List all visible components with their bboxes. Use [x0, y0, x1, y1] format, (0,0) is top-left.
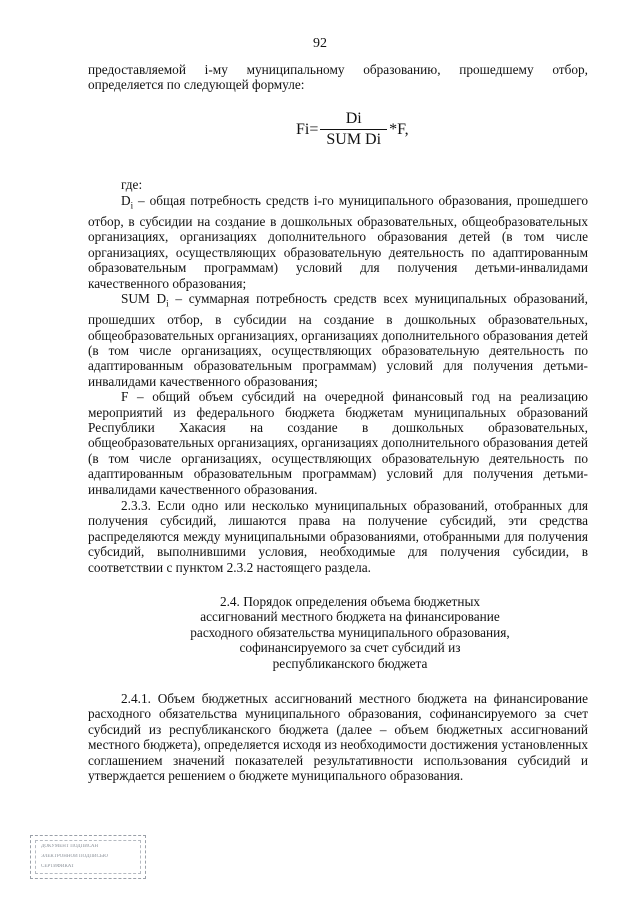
definition-subscript: i: [166, 298, 169, 309]
section-heading-line: софинансируемого за счет субсидий из: [239, 640, 461, 656]
paragraph-2-4-1: 2.4.1. Объем бюджетных ассигнований местного бюджета на финансирование расходного обязательства муниципального образования, софинансируемого за счет субсидий из республиканского бюджета (далее – объем бюджетных ассигнований местного бюджета), определяется исходя из необходимости достижения установленных соглашением значений показателей результативности использования субсидий и утверждается решением о бюджете муниципального образования.: [88, 691, 588, 784]
definition-text: – общая потребность средств i-го муниципального образования, прошедшего отбор, в субсидии на создание в дошкольных образовательных, общеобразовательных организациях, организациях дополнительного образования детей (в том числе организациях, осуществляющих образовательную деятельность по адаптированным образовательным программам) условий для получения детьми-инвалидами качественного образования;: [88, 193, 588, 291]
definition-sum-di: [88, 291, 588, 389]
stamp-line-text: ЭЛЕКТРОННОЙ ПОДПИСЬЮ: [41, 854, 108, 859]
stamp-line-text: СЕРТИФИКАТ: [41, 864, 75, 869]
definition-subscript: i: [130, 200, 134, 211]
stamp-line-text: ДОКУМЕНТ ПОДПИСАН: [41, 844, 99, 849]
definitions-list: [88, 193, 588, 497]
formula-lhs: Fi=: [296, 120, 319, 138]
page-number: 92: [313, 36, 327, 51]
paragraph-2-3-3: 2.3.3. Если одно или несколько муниципальных образований, отобранных для получения субсидий, лишаются права на получение субсидий, эти средства распределяются между муниципальными образованиями, отобранными для получения субсидий, выполнившими условия, необходимые для получения субсидии, в соответствии с пунктом 2.3.2 настоящего раздела.: [88, 498, 588, 575]
section-heading-line: 2.4. Порядок определения объема бюджетных: [219, 594, 481, 609]
formula: [296, 110, 409, 149]
intro-paragraph: предоставляемой i-му муниципальному образованию, прошедшему отбор, определяется по следующей формуле:: [88, 62, 588, 93]
definition-symbol: F: [121, 389, 129, 405]
where-label: где:: [121, 177, 143, 192]
section-heading-line: республиканского бюджета: [272, 655, 428, 671]
faded-stamp: [30, 835, 146, 879]
definition-di: [88, 193, 588, 291]
definition-symbol: SUM D: [121, 291, 167, 307]
section-heading-line: расходного обязательства муниципального образования,: [190, 624, 510, 640]
formula-fraction: [320, 110, 387, 149]
definition-f: [88, 389, 588, 497]
definition-symbol: D: [121, 193, 131, 208]
formula-numerator: Di: [345, 110, 362, 127]
formula-tail: *F,: [389, 120, 409, 138]
definition-text: – общий объем субсидий на очередной финансовый год на реализацию мероприятий из федерального бюджета бюджетам муниципальных образований Республики Хакасия на создание в дошкольных образовательных, общеобразовательных организациях, организациях дополнительного образования детей (в том числе организациях, осуществляющих образовательную деятельность по адаптированным образовательным программам) условий для получения детьми-инвалидами качественного образования.: [88, 389, 588, 497]
section-heading-line: ассигнований местного бюджета на финансирование: [200, 609, 500, 625]
definition-text: – суммарная потребность средств всех муниципальных образований, прошедших отбор, в субсидии на создание в дошкольных образовательных, общеобразовательных организациях, организациях дополнительного образования детей (в том числе организациях, осуществляющих образовательную деятельность по адаптированным образовательным программам) условий для получения детьми-инвалидами качественного образования;: [88, 291, 588, 389]
formula-denominator: SUM Di: [326, 131, 382, 148]
section-heading-2-4: [150, 594, 550, 671]
